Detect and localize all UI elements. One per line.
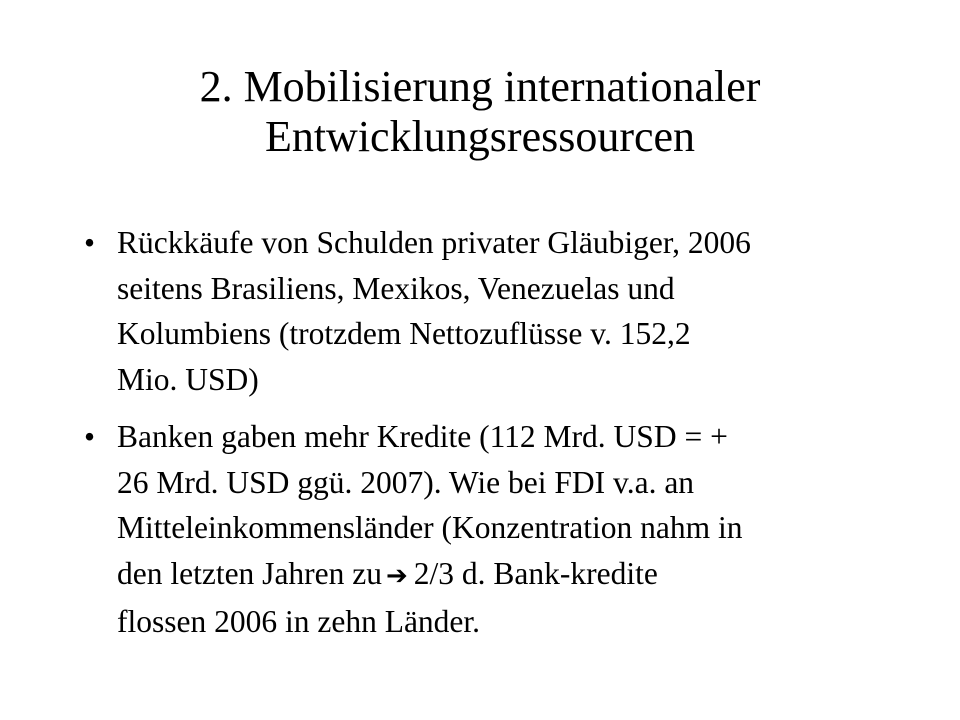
bullet-text-line: 26 Mrd. USD ggü. 2007). Wie bei FDI v.a. an [117, 464, 695, 500]
bullet-item-debt-buybacks [84, 220, 854, 402]
bullet-text-line: Banken gaben mehr Kredite (112 Mrd. USD = + [117, 419, 728, 454]
bullet-text-line: den letzten Jahren zu [117, 555, 382, 591]
bullet-text-line: Mio. USD) [117, 361, 259, 397]
bullet-list [84, 220, 854, 657]
bullet-text-line: Rückkäufe von Schulden privater Gläubiger, 2006 [117, 225, 751, 260]
bullet-text-line: 2/3 d. Bank-kredite [413, 555, 658, 591]
bullet-text-line: seitens Brasiliens, Mexikos, Venezuelas und [117, 270, 675, 306]
slide-title-line-1: 2. Mobilisierung internationaler [199, 62, 761, 111]
slide-title-line-2: Entwicklungsressourcen [264, 111, 696, 161]
bullet-text-line: Kolumbiens (trotzdem Nettozuflüsse v. 152,2 [117, 316, 691, 351]
bullet-point-icon: • [84, 419, 96, 454]
bullet-text-line: flossen 2006 in zehn Länder. [117, 604, 481, 639]
bullet-text-line: Mitteleinkommensländer (Konzentration nahm in [117, 510, 743, 545]
right-arrow-icon: ➔ [386, 560, 408, 591]
slide-title [60, 62, 900, 161]
bullet-item-bank-credits [84, 414, 854, 645]
bullet-point-icon: • [84, 225, 96, 260]
